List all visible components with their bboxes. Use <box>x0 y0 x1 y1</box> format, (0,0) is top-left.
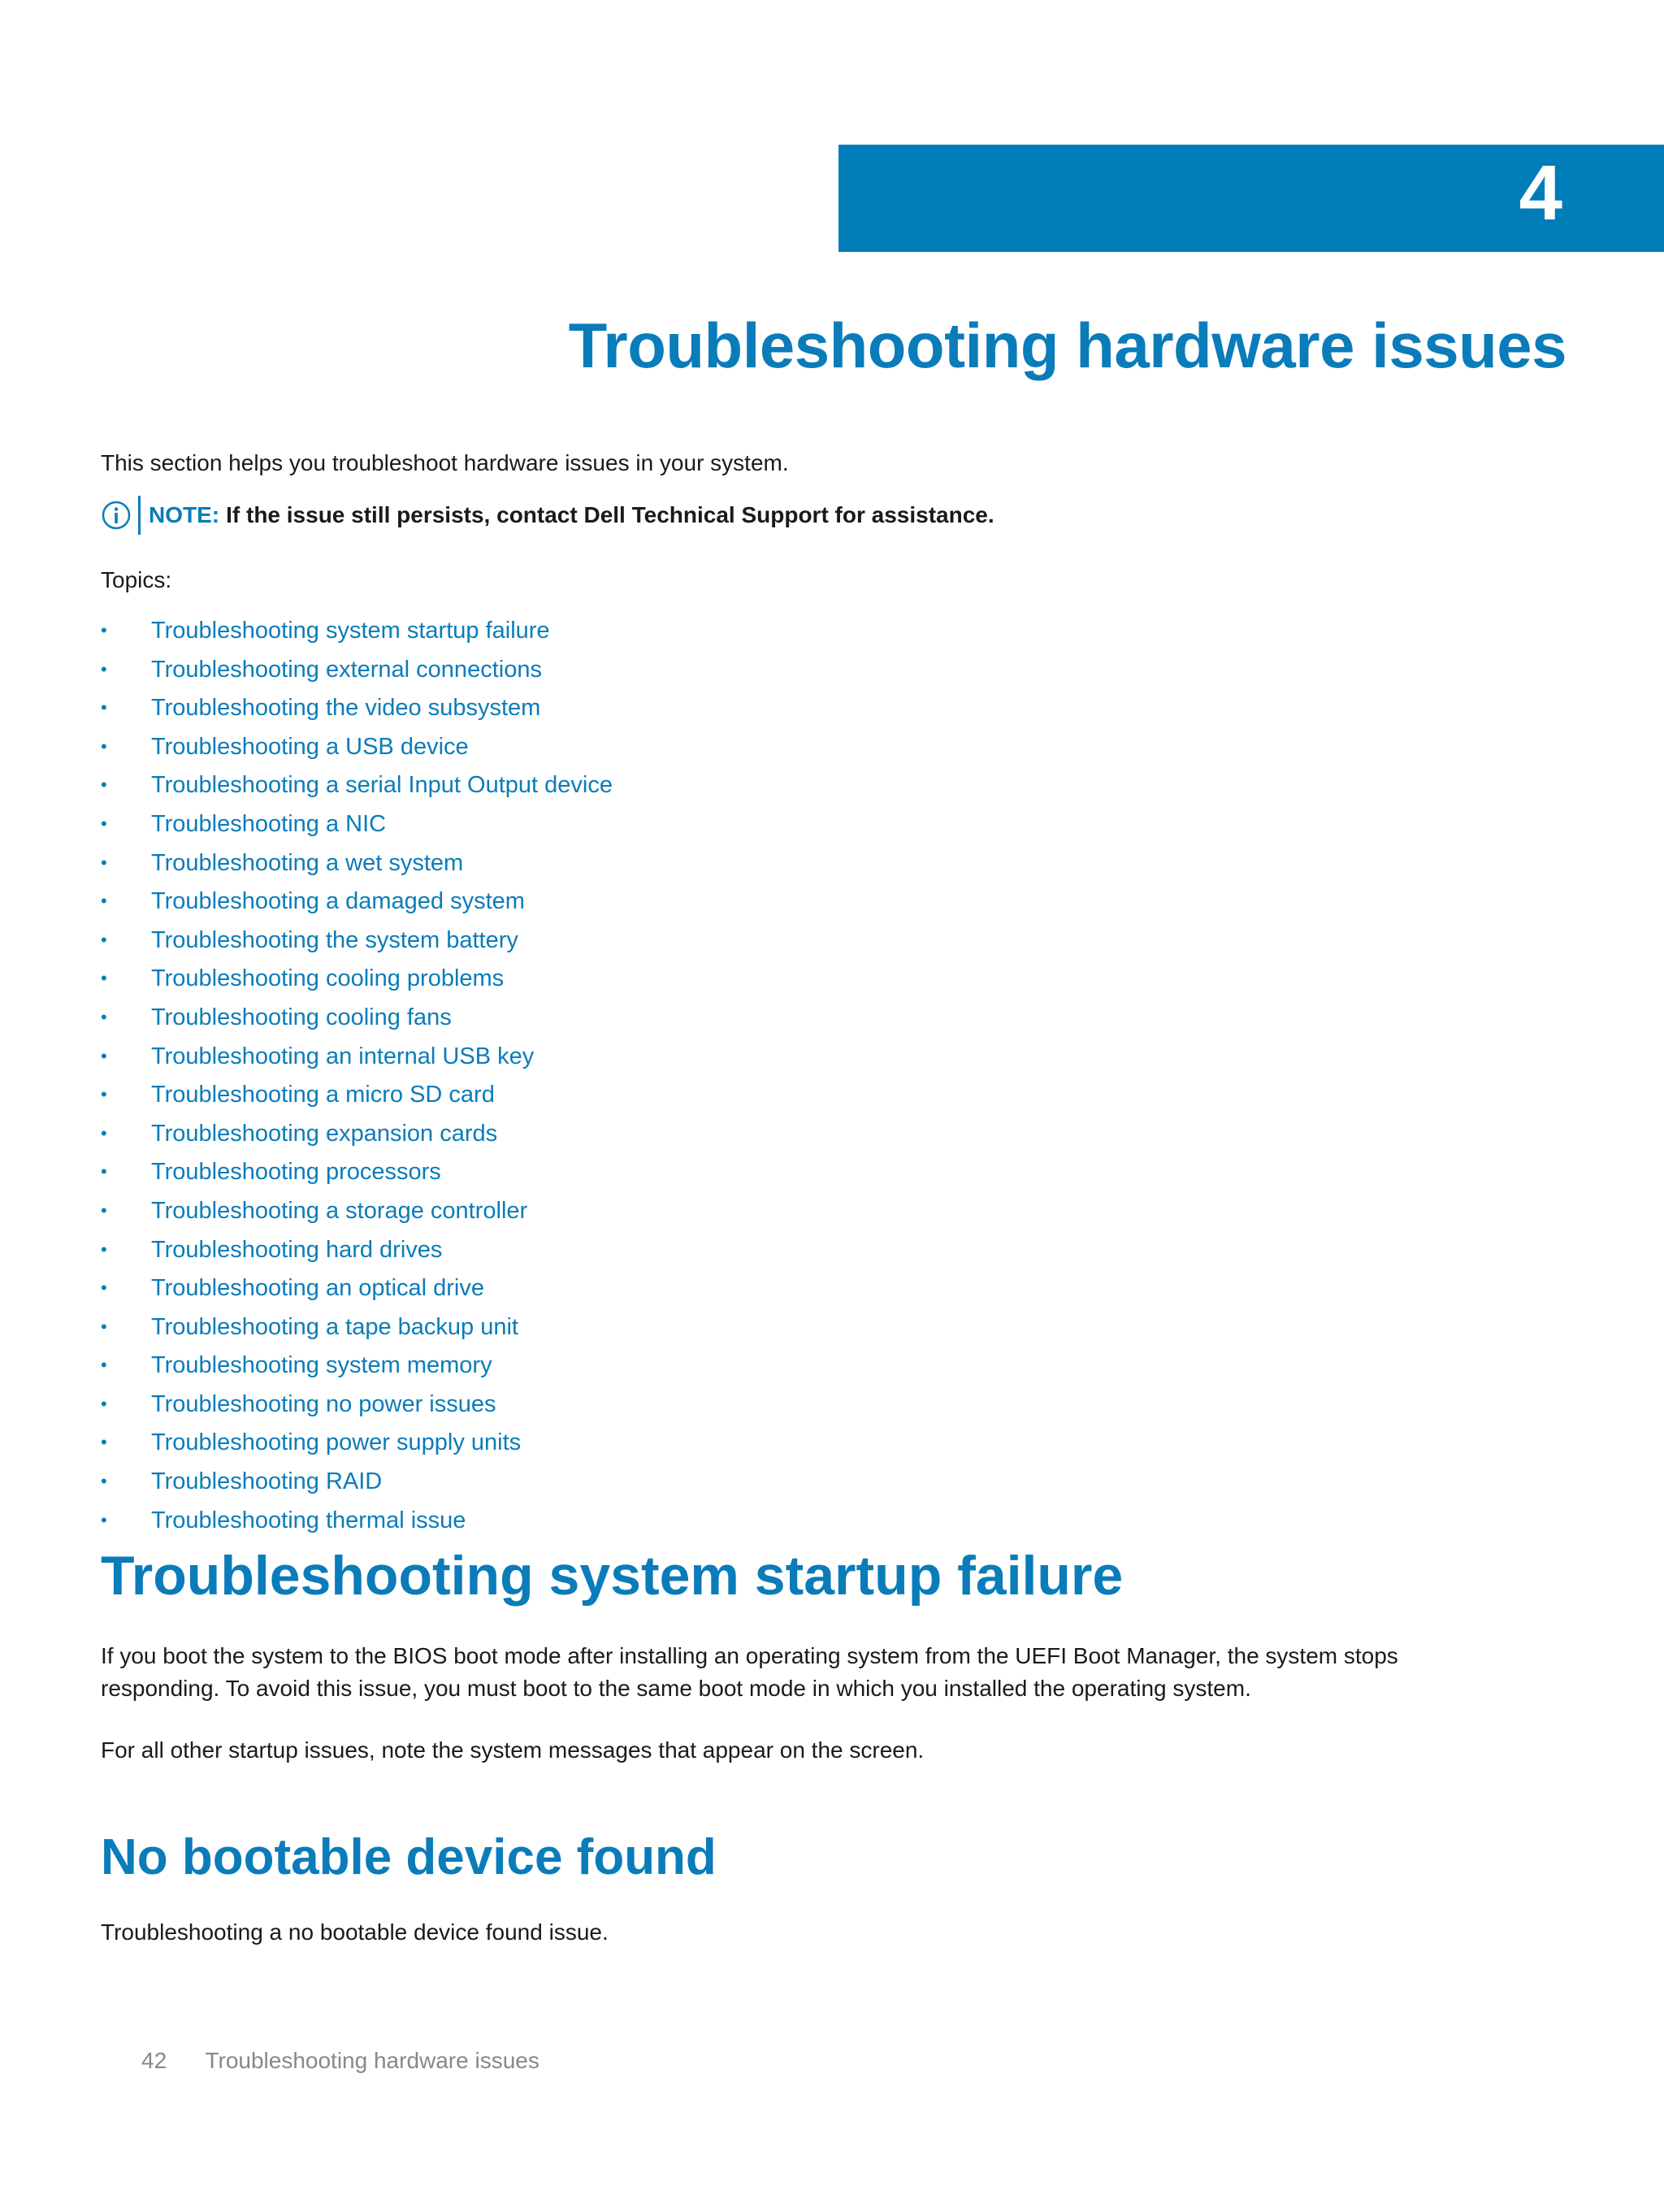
chapter-title: Troubleshooting hardware issues <box>568 310 1566 381</box>
startup-failure-paragraph: If you boot the system to the BIOS boot mode after installing an operating system from the UEFI Boot Manager, the system stops responding. To avoid this issue, you must boot to the same boot mode in which you installed the operating system. <box>101 1643 1398 1701</box>
topic-link[interactable] <box>101 1312 1563 1351</box>
bullet: • <box>101 891 107 912</box>
bullet: • <box>101 658 107 679</box>
topic-link[interactable] <box>101 926 1563 965</box>
bullet: • <box>101 1316 107 1337</box>
bullet: • <box>101 735 107 757</box>
bullet: • <box>101 697 107 718</box>
bullet: • <box>101 1045 107 1066</box>
page-footer <box>141 2048 540 2074</box>
topic-link-text: Troubleshooting the system battery <box>151 926 518 953</box>
topic-link[interactable] <box>101 1273 1563 1312</box>
topic-link[interactable] <box>101 964 1563 1003</box>
bullet: • <box>101 1006 107 1027</box>
topic-link[interactable] <box>101 1003 1563 1042</box>
note-divider <box>138 496 141 535</box>
section-heading-startup-failure: Troubleshooting system startup failure <box>101 1545 1124 1607</box>
topic-link[interactable] <box>101 1467 1563 1506</box>
topic-link-text: Troubleshooting a USB device <box>151 733 469 760</box>
bullet: • <box>101 813 107 834</box>
topic-link-text: Troubleshooting expansion cards <box>151 1120 498 1147</box>
topic-link[interactable] <box>101 1428 1563 1467</box>
section-heading-no-bootable-device: No bootable device found <box>101 1829 717 1885</box>
bullet: • <box>101 1277 107 1299</box>
topic-link[interactable] <box>101 655 1563 694</box>
topic-link[interactable] <box>101 887 1563 926</box>
topics-list <box>101 616 1563 1544</box>
no-bootable-device-paragraph: Troubleshooting a no bootable device found issue. <box>101 1919 609 1945</box>
topic-link-text: Troubleshooting a NIC <box>151 810 387 837</box>
bullet: • <box>101 968 107 989</box>
note-callout <box>101 496 1563 535</box>
topic-link-text: Troubleshooting a wet system <box>151 849 464 876</box>
topic-link-text: Troubleshooting a damaged system <box>151 888 525 915</box>
startup-issues-paragraph: For all other startup issues, note the system messages that appear on the screen. <box>101 1737 925 1763</box>
topic-link[interactable] <box>101 1235 1563 1274</box>
topic-link-text: Troubleshooting cooling fans <box>151 1004 452 1030</box>
topic-link-text: Troubleshooting power supply units <box>151 1429 522 1456</box>
topic-link-text: Troubleshooting no power issues <box>151 1390 496 1417</box>
topic-link-text: Troubleshooting external connections <box>151 656 542 683</box>
topic-link-text: Troubleshooting RAID <box>151 1468 383 1495</box>
page-number: 42 <box>141 2048 167 2073</box>
topic-link[interactable] <box>101 1080 1563 1119</box>
topic-link[interactable] <box>101 848 1563 887</box>
bullet: • <box>101 1199 107 1221</box>
chapter-number: 4 <box>1519 150 1562 236</box>
topic-link[interactable] <box>101 1390 1563 1429</box>
topic-link[interactable] <box>101 732 1563 771</box>
topic-link[interactable] <box>101 1042 1563 1081</box>
intro-paragraph: This section helps you troubleshoot hardware issues in your system. <box>101 450 789 475</box>
topic-link[interactable] <box>101 1119 1563 1158</box>
topic-link[interactable] <box>101 693 1563 732</box>
topics-label: Topics: <box>101 567 172 592</box>
bullet: • <box>101 1238 107 1260</box>
bullet: • <box>101 929 107 950</box>
topic-link-text: Troubleshooting a tape backup unit <box>151 1313 518 1340</box>
bullet: • <box>101 1432 107 1453</box>
topic-link-text: Troubleshooting system startup failure <box>151 618 550 644</box>
bullet: • <box>101 1355 107 1376</box>
running-title: Troubleshooting hardware issues <box>205 2048 540 2073</box>
topic-link-text: Troubleshooting a micro SD card <box>151 1082 495 1108</box>
topic-link-text: Troubleshooting hard drives <box>151 1236 443 1263</box>
info-icon <box>101 500 132 531</box>
chapter-number-band <box>838 145 1664 252</box>
bullet: • <box>101 1161 107 1182</box>
bullet: • <box>101 1084 107 1105</box>
topic-link[interactable] <box>101 1351 1563 1390</box>
chapter-intro <box>101 449 1563 1544</box>
bullet: • <box>101 1393 107 1414</box>
topic-link[interactable] <box>101 770 1563 809</box>
note-label: NOTE: <box>149 502 220 527</box>
topic-link[interactable] <box>101 1196 1563 1235</box>
topic-link[interactable] <box>101 1506 1563 1545</box>
bullet: • <box>101 1509 107 1530</box>
topic-link[interactable] <box>101 1157 1563 1196</box>
bullet: • <box>101 852 107 873</box>
topic-link[interactable] <box>101 809 1563 848</box>
bullet: • <box>101 620 107 640</box>
topic-link-text: Troubleshooting thermal issue <box>151 1507 466 1533</box>
topic-link-text: Troubleshooting cooling problems <box>151 965 505 992</box>
topic-link-text: Troubleshooting a storage controller <box>151 1197 528 1224</box>
topic-link-text: Troubleshooting the video subsystem <box>151 695 541 722</box>
note-text: If the issue still persists, contact Dell Technical Support for assistance. <box>226 502 994 527</box>
bullet: • <box>101 1122 107 1143</box>
topic-link-text: Troubleshooting system memory <box>151 1352 492 1379</box>
topic-link-text: Troubleshooting a serial Input Output device <box>151 772 613 799</box>
bullet: • <box>101 774 107 796</box>
topic-link[interactable] <box>101 616 1563 655</box>
topic-link-text: Troubleshooting an internal USB key <box>151 1043 535 1069</box>
topic-link-text: Troubleshooting processors <box>151 1159 441 1186</box>
topic-link-text: Troubleshooting an optical drive <box>151 1275 485 1302</box>
bullet: • <box>101 1471 107 1492</box>
